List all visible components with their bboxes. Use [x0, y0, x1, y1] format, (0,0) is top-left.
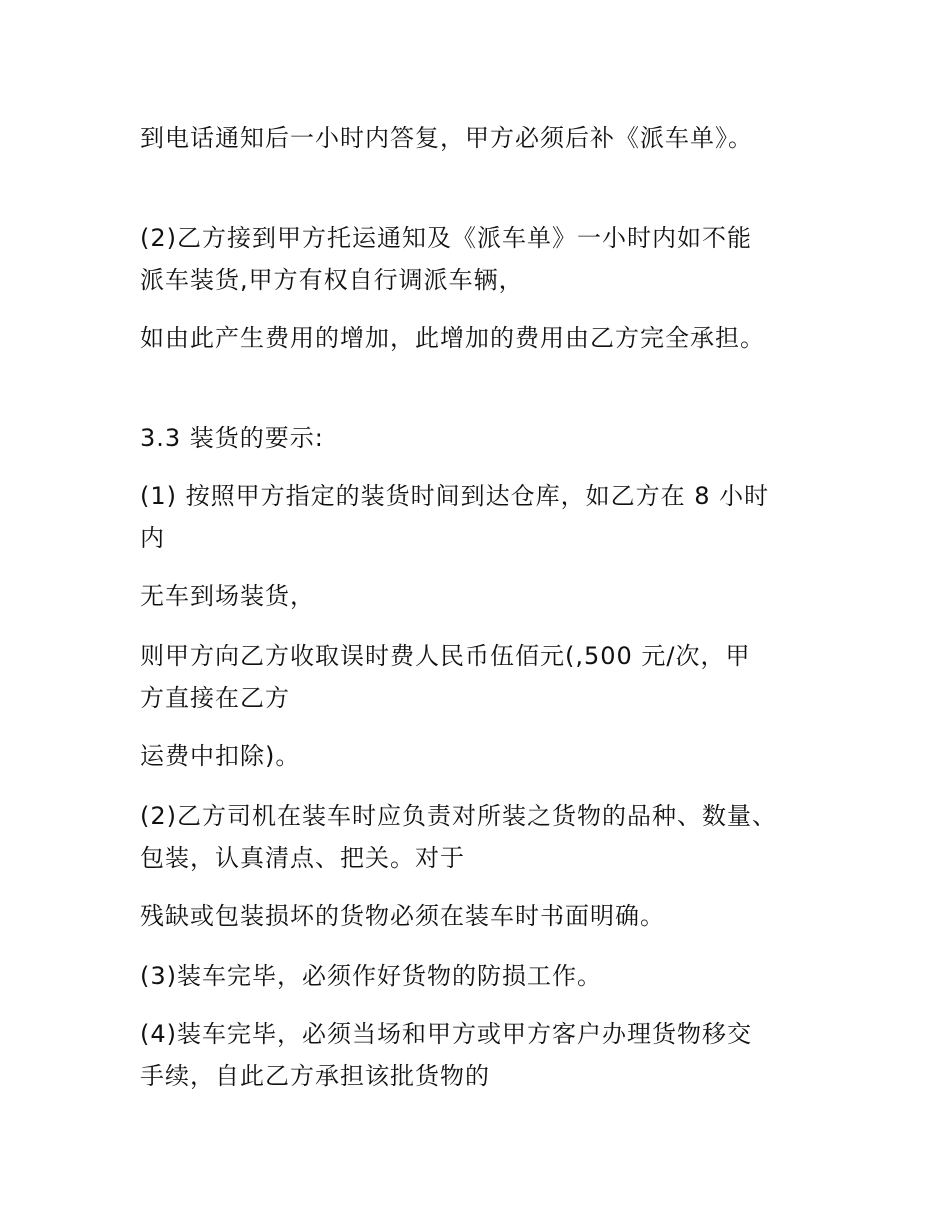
text-line: (3)装车完毕，必须作好货物的防损工作。: [140, 962, 602, 990]
text-line: 残缺或包装损坏的货物必须在装车时书面明确。: [140, 902, 665, 930]
text-line: 无车到场装货，: [140, 582, 315, 610]
text-line: 派车装货,甲方有权自行调派车辆，: [140, 266, 524, 294]
text-line: 内: [140, 524, 165, 552]
text-line: 则甲方向乙方收取误时费人民币伍佰元(,500 元/次，甲: [140, 642, 751, 670]
text-line: 运费中扣除)。: [140, 742, 301, 770]
text-line: 如由此产生费用的增加，此增加的费用由乙方完全承担。: [140, 324, 765, 352]
text-line: 方直接在乙方: [140, 684, 290, 712]
text-line: (1) 按照甲方指定的装货时间到达仓库，如乙方在 8 小时: [140, 482, 770, 510]
text-line: (2)乙方司机在装车时应负责对所装之货物的品种、数量、: [140, 802, 777, 830]
text-line: 到电话通知后一小时内答复，甲方必须后补《派车单》。: [140, 124, 753, 152]
section-heading: 3.3 装货的要示:: [140, 424, 324, 452]
text-line: 包装，认真清点、把关。对于: [140, 844, 465, 872]
text-line: (2)乙方接到甲方托运通知及《派车单》一小时内如不能: [140, 224, 752, 252]
text-line: 手续，自此乙方承担该批货物的: [140, 1062, 490, 1090]
text-line: (4)装车完毕，必须当场和甲方或甲方客户办理货物移交: [140, 1020, 752, 1048]
